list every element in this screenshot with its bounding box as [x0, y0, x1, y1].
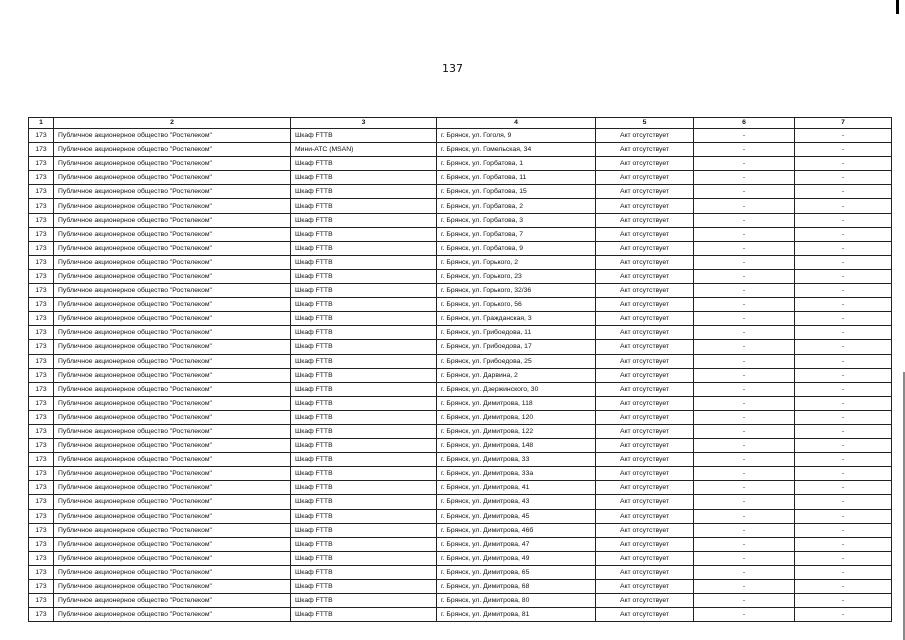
- act-status-cell: Акт отсутствует: [596, 439, 694, 453]
- row-number-cell: 173: [29, 410, 54, 424]
- column-6-cell: -: [694, 185, 795, 199]
- address-cell: г. Брянск, ул. Димитрова, 81: [437, 608, 596, 622]
- object-type-cell: Шкаф FTTB: [291, 382, 437, 396]
- column-7-cell: -: [795, 509, 892, 523]
- organization-cell: Публичное акционерное общество "Ростелеком": [54, 312, 291, 326]
- row-number-cell: 173: [29, 326, 54, 340]
- object-type-cell: Шкаф FTTB: [291, 157, 437, 171]
- table-header: [29, 118, 892, 129]
- address-cell: г. Брянск, ул. Димитрова, 118: [437, 396, 596, 410]
- object-type-cell: Шкаф FTTB: [291, 565, 437, 579]
- column-7-cell: -: [795, 129, 892, 143]
- object-type-cell: Шкаф FTTB: [291, 608, 437, 622]
- organization-cell: Публичное акционерное общество "Ростелеком": [54, 298, 291, 312]
- address-cell: г. Брянск, ул. Димитрова, 47: [437, 537, 596, 551]
- organization-cell: Публичное акционерное общество "Ростелеком": [54, 354, 291, 368]
- table-row: [29, 537, 892, 551]
- column-7-cell: -: [795, 241, 892, 255]
- table-row: [29, 354, 892, 368]
- table-body: [29, 129, 892, 622]
- table-row: [29, 424, 892, 438]
- address-cell: г. Брянск, ул. Димитрова, 122: [437, 424, 596, 438]
- address-cell: г. Брянск, ул. Димитрова, 80: [437, 594, 596, 608]
- table-row: [29, 269, 892, 283]
- address-cell: г. Брянск, ул. Горбатова, 11: [437, 171, 596, 185]
- address-cell: г. Брянск, ул. Грибоедова, 17: [437, 340, 596, 354]
- table-row: [29, 410, 892, 424]
- column-6-cell: -: [694, 481, 795, 495]
- object-type-cell: Шкаф FTTB: [291, 213, 437, 227]
- act-status-cell: Акт отсутствует: [596, 424, 694, 438]
- act-status-cell: Акт отсутствует: [596, 410, 694, 424]
- object-type-cell: Шкаф FTTB: [291, 199, 437, 213]
- object-type-cell: Шкаф FTTB: [291, 410, 437, 424]
- object-type-cell: Шкаф FTTB: [291, 467, 437, 481]
- column-6-cell: -: [694, 284, 795, 298]
- address-cell: г. Брянск, ул. Димитрова, 41: [437, 481, 596, 495]
- object-type-cell: Шкаф FTTB: [291, 396, 437, 410]
- column-6-cell: -: [694, 298, 795, 312]
- act-status-cell: Акт отсутствует: [596, 157, 694, 171]
- organization-cell: Публичное акционерное общество "Ростелеком": [54, 594, 291, 608]
- column-7-cell: -: [795, 143, 892, 157]
- column-6-cell: -: [694, 565, 795, 579]
- register-table: [28, 117, 892, 622]
- organization-cell: Публичное акционерное общество "Ростелеком": [54, 467, 291, 481]
- address-cell: г. Брянск, ул. Горбатова, 7: [437, 227, 596, 241]
- object-type-cell: Шкаф FTTB: [291, 227, 437, 241]
- act-status-cell: Акт отсутствует: [596, 298, 694, 312]
- column-7-cell: -: [795, 523, 892, 537]
- column-header: 2: [54, 118, 291, 129]
- table-row: [29, 396, 892, 410]
- address-cell: г. Брянск, ул. Горького, 23: [437, 269, 596, 283]
- address-cell: г. Брянск, ул. Дарвина, 2: [437, 368, 596, 382]
- column-6-cell: -: [694, 453, 795, 467]
- act-status-cell: Акт отсутствует: [596, 368, 694, 382]
- column-7-cell: -: [795, 580, 892, 594]
- table-row: [29, 143, 892, 157]
- column-7-cell: -: [795, 354, 892, 368]
- act-status-cell: Акт отсутствует: [596, 481, 694, 495]
- organization-cell: Публичное акционерное общество "Ростелеком": [54, 453, 291, 467]
- act-status-cell: Акт отсутствует: [596, 551, 694, 565]
- organization-cell: Публичное акционерное общество "Ростелеком": [54, 523, 291, 537]
- act-status-cell: Акт отсутствует: [596, 467, 694, 481]
- column-7-cell: -: [795, 608, 892, 622]
- table-row: [29, 284, 892, 298]
- act-status-cell: Акт отсутствует: [596, 227, 694, 241]
- organization-cell: Публичное акционерное общество "Ростелеком": [54, 241, 291, 255]
- organization-cell: Публичное акционерное общество "Ростелеком": [54, 580, 291, 594]
- column-header: 4: [437, 118, 596, 129]
- row-number-cell: 173: [29, 157, 54, 171]
- table-row: [29, 439, 892, 453]
- page-number: 137: [442, 62, 463, 75]
- object-type-cell: Шкаф FTTB: [291, 326, 437, 340]
- row-number-cell: 173: [29, 312, 54, 326]
- act-status-cell: Акт отсутствует: [596, 453, 694, 467]
- column-6-cell: -: [694, 382, 795, 396]
- row-number-cell: 173: [29, 171, 54, 185]
- organization-cell: Публичное акционерное общество "Ростелеком": [54, 551, 291, 565]
- address-cell: г. Брянск, ул. Горбатова, 15: [437, 185, 596, 199]
- row-number-cell: 173: [29, 565, 54, 579]
- column-7-cell: -: [795, 481, 892, 495]
- column-6-cell: -: [694, 255, 795, 269]
- row-number-cell: 173: [29, 227, 54, 241]
- column-6-cell: -: [694, 523, 795, 537]
- object-type-cell: Шкаф FTTB: [291, 269, 437, 283]
- act-status-cell: Акт отсутствует: [596, 312, 694, 326]
- column-7-cell: -: [795, 396, 892, 410]
- column-6-cell: -: [694, 129, 795, 143]
- organization-cell: Публичное акционерное общество "Ростелеком": [54, 509, 291, 523]
- column-header: 1: [29, 118, 54, 129]
- row-number-cell: 173: [29, 284, 54, 298]
- act-status-cell: Акт отсутствует: [596, 269, 694, 283]
- row-number-cell: 173: [29, 298, 54, 312]
- object-type-cell: Шкаф FTTB: [291, 129, 437, 143]
- column-7-cell: -: [795, 410, 892, 424]
- address-cell: г. Брянск, ул. Гражданская, 3: [437, 312, 596, 326]
- act-status-cell: Акт отсутствует: [596, 537, 694, 551]
- object-type-cell: Шкаф FTTB: [291, 312, 437, 326]
- table-row: [29, 368, 892, 382]
- column-6-cell: -: [694, 354, 795, 368]
- address-cell: г. Брянск, ул. Димитрова, 46б: [437, 523, 596, 537]
- address-cell: г. Брянск, ул. Димитрова, 68: [437, 580, 596, 594]
- column-6-cell: -: [694, 551, 795, 565]
- act-status-cell: Акт отсутствует: [596, 580, 694, 594]
- table-row: [29, 326, 892, 340]
- row-number-cell: 173: [29, 382, 54, 396]
- act-status-cell: Акт отсутствует: [596, 594, 694, 608]
- table-row: [29, 551, 892, 565]
- address-cell: г. Брянск, ул. Дзержинского, 30: [437, 382, 596, 396]
- address-cell: г. Брянск, ул. Грибоедова, 25: [437, 354, 596, 368]
- address-cell: г. Брянск, ул. Горбатова, 1: [437, 157, 596, 171]
- column-6-cell: -: [694, 326, 795, 340]
- act-status-cell: Акт отсутствует: [596, 185, 694, 199]
- act-status-cell: Акт отсутствует: [596, 340, 694, 354]
- act-status-cell: Акт отсутствует: [596, 326, 694, 340]
- column-6-cell: -: [694, 241, 795, 255]
- table-row: [29, 171, 892, 185]
- column-7-cell: -: [795, 213, 892, 227]
- address-cell: г. Брянск, ул. Горбатова, 2: [437, 199, 596, 213]
- column-6-cell: -: [694, 495, 795, 509]
- organization-cell: Публичное акционерное общество "Ростелеком": [54, 340, 291, 354]
- organization-cell: Публичное акционерное общество "Ростелеком": [54, 481, 291, 495]
- column-6-cell: -: [694, 396, 795, 410]
- row-number-cell: 173: [29, 551, 54, 565]
- column-6-cell: -: [694, 594, 795, 608]
- table-row: [29, 298, 892, 312]
- row-number-cell: 173: [29, 453, 54, 467]
- table-row: [29, 185, 892, 199]
- organization-cell: Публичное акционерное общество "Ростелеком": [54, 495, 291, 509]
- act-status-cell: Акт отсутствует: [596, 354, 694, 368]
- column-7-cell: -: [795, 171, 892, 185]
- column-7-cell: -: [795, 495, 892, 509]
- act-status-cell: Акт отсутствует: [596, 129, 694, 143]
- organization-cell: Публичное акционерное общество "Ростелеком": [54, 185, 291, 199]
- row-number-cell: 173: [29, 354, 54, 368]
- header-row: [29, 118, 892, 129]
- row-number-cell: 173: [29, 594, 54, 608]
- object-type-cell: Шкаф FTTB: [291, 551, 437, 565]
- address-cell: г. Брянск, ул. Димитрова, 33а: [437, 467, 596, 481]
- column-6-cell: -: [694, 312, 795, 326]
- address-cell: г. Брянск, ул. Димитрова, 65: [437, 565, 596, 579]
- address-cell: г. Брянск, ул. Горького, 56: [437, 298, 596, 312]
- object-type-cell: Шкаф FTTB: [291, 523, 437, 537]
- object-type-cell: Шкаф FTTB: [291, 354, 437, 368]
- organization-cell: Публичное акционерное общество "Ростелеком": [54, 227, 291, 241]
- table-row: [29, 608, 892, 622]
- column-6-cell: -: [694, 199, 795, 213]
- column-6-cell: -: [694, 171, 795, 185]
- column-6-cell: -: [694, 410, 795, 424]
- object-type-cell: Шкаф FTTB: [291, 185, 437, 199]
- organization-cell: Публичное акционерное общество "Ростелеком": [54, 439, 291, 453]
- object-type-cell: Шкаф FTTB: [291, 255, 437, 269]
- row-number-cell: 173: [29, 213, 54, 227]
- address-cell: г. Брянск, ул. Гомельская, 34: [437, 143, 596, 157]
- address-cell: г. Брянск, ул. Димитрова, 148: [437, 439, 596, 453]
- row-number-cell: 173: [29, 467, 54, 481]
- column-6-cell: -: [694, 340, 795, 354]
- column-6-cell: -: [694, 608, 795, 622]
- row-number-cell: 173: [29, 255, 54, 269]
- column-6-cell: -: [694, 213, 795, 227]
- table-row: [29, 565, 892, 579]
- column-7-cell: -: [795, 312, 892, 326]
- act-status-cell: Акт отсутствует: [596, 396, 694, 410]
- column-7-cell: -: [795, 284, 892, 298]
- row-number-cell: 173: [29, 269, 54, 283]
- column-7-cell: -: [795, 537, 892, 551]
- table-row: [29, 227, 892, 241]
- table-row: [29, 129, 892, 143]
- row-number-cell: 173: [29, 129, 54, 143]
- table-row: [29, 580, 892, 594]
- column-6-cell: -: [694, 157, 795, 171]
- act-status-cell: Акт отсутствует: [596, 509, 694, 523]
- object-type-cell: Шкаф FTTB: [291, 509, 437, 523]
- address-cell: г. Брянск, ул. Горбатова, 3: [437, 213, 596, 227]
- table-row: [29, 453, 892, 467]
- organization-cell: Публичное акционерное общество "Ростелеком": [54, 171, 291, 185]
- column-7-cell: -: [795, 157, 892, 171]
- organization-cell: Публичное акционерное общество "Ростелеком": [54, 396, 291, 410]
- organization-cell: Публичное акционерное общество "Ростелеком": [54, 368, 291, 382]
- address-cell: г. Брянск, ул. Димитрова, 120: [437, 410, 596, 424]
- object-type-cell: Шкаф FTTB: [291, 424, 437, 438]
- act-status-cell: Акт отсутствует: [596, 608, 694, 622]
- object-type-cell: Шкаф FTTB: [291, 495, 437, 509]
- organization-cell: Публичное акционерное общество "Ростелеком": [54, 537, 291, 551]
- table-row: [29, 382, 892, 396]
- object-type-cell: Шкаф FTTB: [291, 481, 437, 495]
- column-7-cell: -: [795, 551, 892, 565]
- column-6-cell: -: [694, 368, 795, 382]
- column-7-cell: -: [795, 227, 892, 241]
- row-number-cell: 173: [29, 199, 54, 213]
- row-number-cell: 173: [29, 580, 54, 594]
- column-7-cell: -: [795, 594, 892, 608]
- column-6-cell: -: [694, 269, 795, 283]
- row-number-cell: 173: [29, 396, 54, 410]
- column-header: 6: [694, 118, 795, 129]
- act-status-cell: Акт отсутствует: [596, 143, 694, 157]
- act-status-cell: Акт отсутствует: [596, 523, 694, 537]
- object-type-cell: Шкаф FTTB: [291, 453, 437, 467]
- column-header: 5: [596, 118, 694, 129]
- column-6-cell: -: [694, 580, 795, 594]
- object-type-cell: Шкаф FTTB: [291, 241, 437, 255]
- object-type-cell: Шкаф FTTB: [291, 340, 437, 354]
- row-number-cell: 173: [29, 523, 54, 537]
- table-row: [29, 199, 892, 213]
- column-6-cell: -: [694, 467, 795, 481]
- act-status-cell: Акт отсутствует: [596, 213, 694, 227]
- column-7-cell: -: [795, 298, 892, 312]
- act-status-cell: Акт отсутствует: [596, 199, 694, 213]
- row-number-cell: 173: [29, 241, 54, 255]
- table-row: [29, 157, 892, 171]
- row-number-cell: 173: [29, 537, 54, 551]
- organization-cell: Публичное акционерное общество "Ростелеком": [54, 565, 291, 579]
- organization-cell: Публичное акционерное общество "Ростелеком": [54, 410, 291, 424]
- column-header: 3: [291, 118, 437, 129]
- table-row: [29, 340, 892, 354]
- organization-cell: Публичное акционерное общество "Ростелеком": [54, 157, 291, 171]
- organization-cell: Публичное акционерное общество "Ростелеком": [54, 129, 291, 143]
- column-header: 7: [795, 118, 892, 129]
- row-number-cell: 173: [29, 608, 54, 622]
- organization-cell: Публичное акционерное общество "Ростелеком": [54, 284, 291, 298]
- row-number-cell: 173: [29, 368, 54, 382]
- act-status-cell: Акт отсутствует: [596, 565, 694, 579]
- act-status-cell: Акт отсутствует: [596, 284, 694, 298]
- column-7-cell: -: [795, 424, 892, 438]
- address-cell: г. Брянск, ул. Димитрова, 49: [437, 551, 596, 565]
- table-row: [29, 213, 892, 227]
- object-type-cell: Шкаф FTTB: [291, 594, 437, 608]
- column-7-cell: -: [795, 382, 892, 396]
- column-6-cell: -: [694, 424, 795, 438]
- organization-cell: Публичное акционерное общество "Ростелеком": [54, 608, 291, 622]
- column-7-cell: -: [795, 340, 892, 354]
- organization-cell: Публичное акционерное общество "Ростелеком": [54, 255, 291, 269]
- column-6-cell: -: [694, 143, 795, 157]
- act-status-cell: Акт отсутствует: [596, 255, 694, 269]
- row-number-cell: 173: [29, 495, 54, 509]
- act-status-cell: Акт отсутствует: [596, 495, 694, 509]
- act-status-cell: Акт отсутствует: [596, 241, 694, 255]
- row-number-cell: 173: [29, 143, 54, 157]
- table-row: [29, 509, 892, 523]
- column-6-cell: -: [694, 439, 795, 453]
- table-row: [29, 312, 892, 326]
- table-row: [29, 594, 892, 608]
- scan-artifact-mark: [896, 0, 899, 14]
- object-type-cell: Шкаф FTTB: [291, 580, 437, 594]
- row-number-cell: 173: [29, 481, 54, 495]
- object-type-cell: Шкаф FTTB: [291, 284, 437, 298]
- column-6-cell: -: [694, 509, 795, 523]
- column-7-cell: -: [795, 467, 892, 481]
- organization-cell: Публичное акционерное общество "Ростелеком": [54, 326, 291, 340]
- address-cell: г. Брянск, ул. Горького, 32/36: [437, 284, 596, 298]
- organization-cell: Публичное акционерное общество "Ростелеком": [54, 213, 291, 227]
- column-6-cell: -: [694, 227, 795, 241]
- organization-cell: Публичное акционерное общество "Ростелеком": [54, 269, 291, 283]
- column-6-cell: -: [694, 537, 795, 551]
- act-status-cell: Акт отсутствует: [596, 171, 694, 185]
- object-type-cell: Шкаф FTTB: [291, 439, 437, 453]
- column-7-cell: -: [795, 453, 892, 467]
- address-cell: г. Брянск, ул. Димитрова, 33: [437, 453, 596, 467]
- row-number-cell: 173: [29, 424, 54, 438]
- table-row: [29, 495, 892, 509]
- table-row: [29, 241, 892, 255]
- column-7-cell: -: [795, 199, 892, 213]
- object-type-cell: Шкаф FTTB: [291, 368, 437, 382]
- column-7-cell: -: [795, 326, 892, 340]
- row-number-cell: 173: [29, 185, 54, 199]
- address-cell: г. Брянск, ул. Гоголя, 9: [437, 129, 596, 143]
- address-cell: г. Брянск, ул. Грибоедова, 11: [437, 326, 596, 340]
- column-7-cell: -: [795, 368, 892, 382]
- table-row: [29, 255, 892, 269]
- object-type-cell: Шкаф FTTB: [291, 298, 437, 312]
- object-type-cell: Шкаф FTTB: [291, 537, 437, 551]
- column-7-cell: -: [795, 255, 892, 269]
- row-number-cell: 173: [29, 340, 54, 354]
- organization-cell: Публичное акционерное общество "Ростелеком": [54, 143, 291, 157]
- column-7-cell: -: [795, 185, 892, 199]
- address-cell: г. Брянск, ул. Димитрова, 45: [437, 509, 596, 523]
- address-cell: г. Брянск, ул. Димитрова, 43: [437, 495, 596, 509]
- row-number-cell: 173: [29, 439, 54, 453]
- column-7-cell: -: [795, 565, 892, 579]
- organization-cell: Публичное акционерное общество "Ростелеком": [54, 382, 291, 396]
- column-7-cell: -: [795, 269, 892, 283]
- object-type-cell: Шкаф FTTB: [291, 171, 437, 185]
- table-row: [29, 467, 892, 481]
- address-cell: г. Брянск, ул. Горбатова, 9: [437, 241, 596, 255]
- act-status-cell: Акт отсутствует: [596, 382, 694, 396]
- table-row: [29, 523, 892, 537]
- column-7-cell: -: [795, 439, 892, 453]
- organization-cell: Публичное акционерное общество "Ростелеком": [54, 199, 291, 213]
- address-cell: г. Брянск, ул. Горького, 2: [437, 255, 596, 269]
- table-row: [29, 481, 892, 495]
- row-number-cell: 173: [29, 509, 54, 523]
- object-type-cell: Мини-АТС (MSAN): [291, 143, 437, 157]
- organization-cell: Публичное акционерное общество "Ростелеком": [54, 424, 291, 438]
